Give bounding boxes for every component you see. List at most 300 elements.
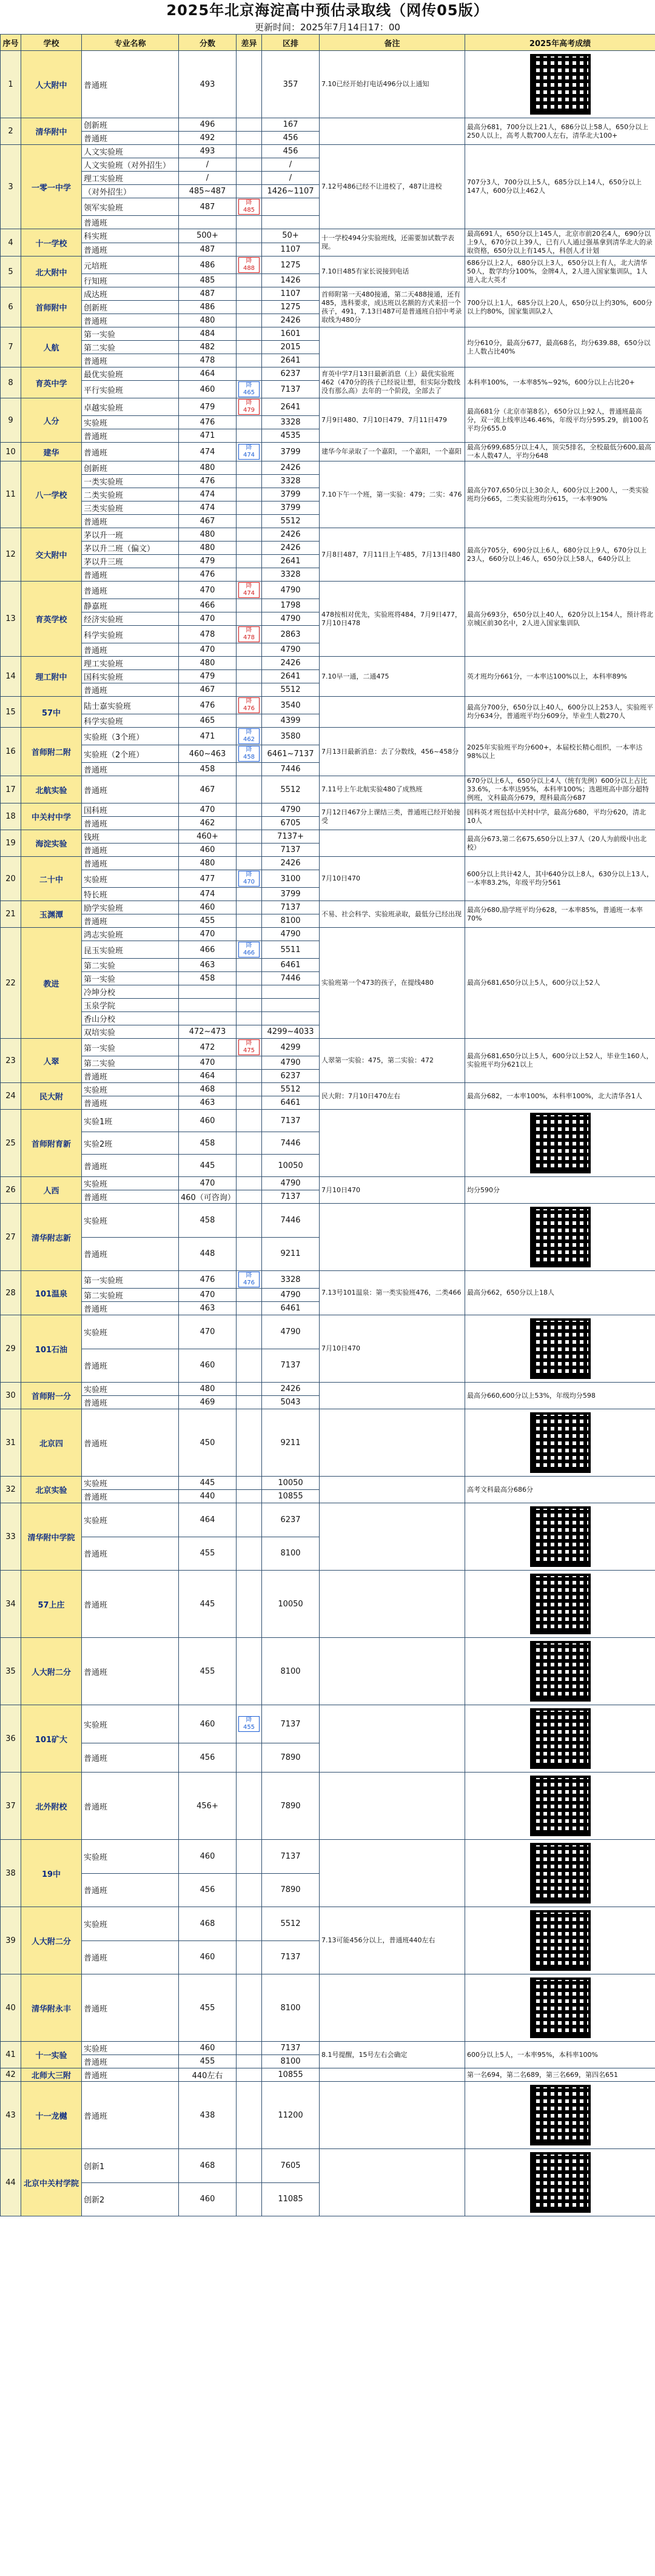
diff-cell [237, 341, 262, 354]
score-cell: / [179, 172, 237, 185]
note-cell [320, 1705, 465, 1773]
qr-code-icon [530, 1207, 591, 1267]
diff-cell [237, 599, 262, 612]
score-cell: 440 [179, 1490, 237, 1503]
major-name: 普通班 [82, 1490, 179, 1503]
school-name: 北京四 [21, 1409, 82, 1477]
rank-cell: 2426 [262, 461, 320, 475]
major-name: 实验班 [82, 1705, 179, 1743]
rank-cell: 9211 [262, 1409, 320, 1477]
major-name: 实验班 [82, 1315, 179, 1349]
major-name: 静嘉班 [82, 599, 179, 612]
diff-cell [237, 1490, 262, 1503]
school-name: 十一实验 [21, 2042, 82, 2068]
diff-badge: 降 474 [238, 582, 260, 598]
note-cell [320, 830, 465, 857]
major-name: 普通班 [82, 216, 179, 229]
major-name: 创新1 [82, 2149, 179, 2183]
major-name: 创新班 [82, 301, 179, 314]
diff-cell [237, 1070, 262, 1083]
result-cell: 最高分660,600分以上53%，年级均分598 [465, 1383, 655, 1409]
school-name: 首师附二附 [21, 728, 82, 776]
major-name: 普通班 [82, 314, 179, 327]
major-name: 普通班 [82, 2055, 179, 2068]
row-index: 3 [1, 145, 21, 229]
school-name: 育英学校 [21, 582, 82, 657]
note-cell: 7月8日487，7月11日上午485，7月13日480 [320, 528, 465, 582]
diff-cell [237, 2055, 262, 2068]
row-index: 30 [1, 1383, 21, 1409]
score-cell: 474 [179, 443, 237, 461]
diff-cell [237, 1477, 262, 1490]
note-cell: 实验班第一个473的孩子，在提线480 [320, 928, 465, 1039]
row-index: 43 [1, 2082, 21, 2149]
score-cell: 480 [179, 1383, 237, 1396]
score-cell: 460 [179, 2182, 237, 2216]
note-cell [320, 1409, 465, 1477]
school-name: 101石油 [21, 1315, 82, 1383]
rank-cell: 5512 [262, 515, 320, 528]
diff-cell [237, 1315, 262, 1349]
major-name: 励学实验班 [82, 901, 179, 914]
rank-cell: 456 [262, 145, 320, 158]
diff-cell [237, 528, 262, 542]
result-cell: 2025年实验班平均分600+，本届校长精心组织，一本率达98%以上 [465, 728, 655, 776]
diff-cell [237, 670, 262, 683]
qr-code-icon [530, 1708, 591, 1769]
major-name: 第二实验 [82, 959, 179, 972]
score-cell: 466 [179, 941, 237, 959]
col-result: 2025年高考成绩 [465, 35, 655, 51]
row-index: 32 [1, 1477, 21, 1503]
rank-cell: 1426~1107 [262, 185, 320, 198]
school-name: 十一龙樾 [21, 2082, 82, 2149]
diff-cell [237, 901, 262, 914]
score-cell: 460 [179, 381, 237, 398]
school-name: 理工附中 [21, 657, 82, 697]
table-row [1, 1204, 655, 1238]
major-name: 理工实验班 [82, 657, 179, 670]
diff-cell [237, 1110, 262, 1132]
major-name: 实验班（2个班） [82, 745, 179, 763]
rank-cell: 10050 [262, 1571, 320, 1638]
table-row [1, 901, 655, 914]
rank-cell: 7137 [262, 1190, 320, 1204]
score-cell: 456 [179, 1873, 237, 1907]
note-cell: 7.10早一通，二通475 [320, 657, 465, 697]
rank-cell: 2641 [262, 555, 320, 568]
result-cell [465, 1907, 655, 1974]
note-cell [320, 118, 465, 145]
row-index: 8 [1, 367, 21, 398]
diff-cell [237, 555, 262, 568]
score-cell: 460~463 [179, 745, 237, 763]
result-cell: 第一名694，第二名689，第三名669，第四名651 [465, 2068, 655, 2082]
table-row [1, 1409, 655, 1477]
score-cell: 440左右 [179, 2068, 237, 2082]
school-name: 人大附二分 [21, 1907, 82, 1974]
score-cell: 438 [179, 2082, 237, 2149]
diff-cell [237, 643, 262, 657]
diff-cell [237, 1537, 262, 1571]
rank-cell: 1107 [262, 287, 320, 301]
row-index: 41 [1, 2042, 21, 2068]
table-row [1, 257, 655, 274]
rank-cell: 4790 [262, 1177, 320, 1190]
major-name: 一类实验班 [82, 475, 179, 488]
diff-cell [237, 1132, 262, 1155]
col-diff: 差异 [237, 35, 262, 51]
rank-cell: 2641 [262, 398, 320, 416]
diff-cell [237, 1383, 262, 1396]
score-cell: 487 [179, 287, 237, 301]
score-cell: 458 [179, 1132, 237, 1155]
row-index: 1 [1, 51, 21, 118]
row-index: 18 [1, 803, 21, 830]
diff-badge: 降 462 [238, 728, 260, 744]
row-index: 40 [1, 1974, 21, 2042]
col-idx: 序号 [1, 35, 21, 51]
major-name: 第二实验班 [82, 1289, 179, 1302]
diff-cell [237, 1056, 262, 1070]
major-name: 科学实验班 [82, 714, 179, 728]
diff-cell [237, 959, 262, 972]
major-name: 昆玉实验班 [82, 941, 179, 959]
major-name: 实验1班 [82, 1110, 179, 1132]
major-name: 三类实验班 [82, 501, 179, 515]
school-name: 玉渊潭 [21, 901, 82, 928]
score-cell: 463 [179, 959, 237, 972]
score-cell: 455 [179, 1974, 237, 2042]
diff-cell [237, 488, 262, 501]
diff-cell [237, 1840, 262, 1874]
score-cell: 476 [179, 1271, 237, 1289]
table-row [1, 367, 655, 381]
note-cell: 不易、社会科学、实验班录取，最低分已经出现 [320, 901, 465, 928]
diff-cell [237, 1503, 262, 1537]
rank-cell: 3328 [262, 1271, 320, 1289]
col-major: 专业名称 [82, 35, 179, 51]
school-name: 101温泉 [21, 1271, 82, 1315]
score-cell: 480 [179, 314, 237, 327]
diff-cell [237, 1271, 262, 1289]
row-index: 9 [1, 398, 21, 443]
school-name: 北京实验 [21, 1477, 82, 1503]
note-cell [320, 2149, 465, 2216]
school-name: 101矿大 [21, 1705, 82, 1773]
school-name: 育英中学 [21, 367, 82, 398]
diff-cell [237, 172, 262, 185]
table-row [1, 1177, 655, 1190]
qr-code-icon [530, 1506, 591, 1567]
table-row [1, 657, 655, 670]
note-cell: 478按相对优先，实验班将484，7月9日477，7月10日478 [320, 582, 465, 657]
major-name: 第一实验班 [82, 1271, 179, 1289]
table-row [1, 1571, 655, 1638]
table-row [1, 118, 655, 132]
rank-cell: 2426 [262, 528, 320, 542]
major-name: 普通班 [82, 1743, 179, 1773]
major-name: 普通班 [82, 1537, 179, 1571]
major-name: 茅以升二班（偏文） [82, 542, 179, 555]
rank-cell: 4535 [262, 429, 320, 443]
diff-badge: 降 485 [238, 199, 260, 215]
diff-cell [237, 745, 262, 763]
diff-cell [237, 830, 262, 844]
score-cell: 455 [179, 1638, 237, 1705]
score-cell: 463 [179, 1096, 237, 1110]
note-cell [320, 1571, 465, 1638]
score-cell: 455 [179, 2055, 237, 2068]
diff-cell [237, 118, 262, 132]
diff-cell [237, 1940, 262, 1974]
major-name: 实验班 [82, 1204, 179, 1238]
school-name: 清华附中学院 [21, 1503, 82, 1571]
table-row [1, 1039, 655, 1056]
diff-cell [237, 1012, 262, 1025]
note-cell: 7.13可能456分以上，普通班440左右 [320, 1907, 465, 1974]
result-cell: 最高分681,650分以上5人，600分以上52人 [465, 928, 655, 1039]
diff-cell [237, 1289, 262, 1302]
major-name: 第一实验 [82, 972, 179, 985]
diff-cell [237, 999, 262, 1012]
row-index: 35 [1, 1638, 21, 1705]
result-cell: 最高691人，650分以上145人，北京市前20名4人，690分以上9人，670分以上39人，已有八人通过强基拿到清华北大的录取资格，650分以上有145人，科创人才计划 [465, 229, 655, 257]
rank-cell: 10855 [262, 1490, 320, 1503]
school-name: 八一学校 [21, 461, 82, 528]
result-cell: 最高分673,第二名675,650分以上37人（20人为前级中出北校） [465, 830, 655, 857]
note-cell: 首师附第一天480接通，第二天488接通，还有485，选科要求，成达班以名额的方式来招一个孩子，491，7.13日487可是普通班自招中考录取线为480分 [320, 287, 465, 327]
diff-badge: 降 476 [238, 697, 260, 713]
major-name: 普通班 [82, 582, 179, 599]
result-cell: 670分以上6人，650分以上4人（统有先例）600分以上占比33.6%，一本率达95%，本科率100%；选题班高中部分超特例班，文科最高分679，理科最高分687 [465, 776, 655, 803]
score-cell: 477 [179, 870, 237, 888]
major-name: 创新班 [82, 461, 179, 475]
rank-cell: 3799 [262, 888, 320, 901]
score-cell: 470 [179, 1056, 237, 1070]
note-cell: 民大附：7月10日470左右 [320, 1083, 465, 1110]
diff-cell [237, 626, 262, 643]
score-cell: 460 [179, 1110, 237, 1132]
result-cell: 600分以上5人，一本率95%，本科率100% [465, 2042, 655, 2068]
diff-cell [237, 728, 262, 745]
rank-cell: 3540 [262, 697, 320, 714]
rank-cell: 50+ [262, 229, 320, 243]
school-name: 清华附永丰 [21, 1974, 82, 2042]
diff-cell [237, 398, 262, 416]
result-cell: 最高分682，一本率100%，本科率100%，北大清华各1人 [465, 1083, 655, 1110]
diff-cell [237, 229, 262, 243]
row-index: 11 [1, 461, 21, 528]
note-cell: 7.13号101温泉：第一类实验班476，二类466 [320, 1271, 465, 1315]
school-name: 57中 [21, 697, 82, 728]
note-cell [320, 1503, 465, 1571]
score-cell: 467 [179, 683, 237, 697]
diff-cell [237, 1773, 262, 1840]
qr-code-icon [530, 1641, 591, 1702]
result-cell [465, 1204, 655, 1271]
major-name: 普通班 [82, 683, 179, 697]
school-name: 中关村中学 [21, 803, 82, 830]
note-cell: 人翠第一实验：475，第二实验：472 [320, 1039, 465, 1083]
table-row [1, 1974, 655, 2042]
rank-cell: 3328 [262, 416, 320, 429]
diff-cell [237, 145, 262, 158]
score-cell: 492 [179, 132, 237, 145]
school-name: 北大附中 [21, 257, 82, 287]
diff-cell [237, 857, 262, 870]
school-name: 人翠 [21, 1039, 82, 1083]
major-name: 普通班 [82, 132, 179, 145]
major-name: 普通班 [82, 643, 179, 657]
major-name: 普通班 [82, 914, 179, 928]
diff-cell [237, 870, 262, 888]
major-name: 普通班 [82, 515, 179, 528]
qr-code-icon [530, 54, 591, 115]
school-name: 人大附中 [21, 51, 82, 118]
score-cell: 474 [179, 888, 237, 901]
rank-cell: 7137 [262, 901, 320, 914]
rank-cell: 7446 [262, 972, 320, 985]
score-cell: 465 [179, 714, 237, 728]
result-cell: 最高分700分，650分以上40人，600分以上253人，实验班平均分634分，普通班平均分609分，毕业生人数270人 [465, 697, 655, 728]
diff-cell [237, 914, 262, 928]
major-name: 实验班 [82, 870, 179, 888]
school-name: 清华附志新 [21, 1204, 82, 1271]
diff-cell [237, 1155, 262, 1177]
result-cell: 最高分680,励学班平均分628，一本率85%，普通班一本率70% [465, 901, 655, 928]
diff-cell [237, 2082, 262, 2149]
major-name: 普通班 [82, 443, 179, 461]
rank-cell: 6461 [262, 1302, 320, 1315]
score-cell: 445 [179, 1477, 237, 1490]
major-name: 陆士嘉实验班 [82, 697, 179, 714]
major-name: 实验班 [82, 1383, 179, 1396]
rank-cell: 8100 [262, 1638, 320, 1705]
major-name: 行知班 [82, 274, 179, 287]
rank-cell: 6461 [262, 1096, 320, 1110]
diff-cell [237, 416, 262, 429]
note-cell: 7.10日485有家长说接到电话 [320, 257, 465, 287]
score-cell: / [179, 158, 237, 172]
row-index: 12 [1, 528, 21, 582]
row-index: 5 [1, 257, 21, 287]
diff-cell [237, 714, 262, 728]
major-name: 第一实验 [82, 1039, 179, 1056]
result-cell [465, 2082, 655, 2149]
major-name: 最优实验班 [82, 367, 179, 381]
note-cell: 十一学校494分实验班线，还需要加试数学表现。 [320, 229, 465, 257]
row-index: 14 [1, 657, 21, 697]
score-cell: 484 [179, 327, 237, 341]
score-cell: 480 [179, 542, 237, 555]
rank-cell: 3799 [262, 501, 320, 515]
diff-badge: 降 479 [238, 399, 260, 415]
row-index: 20 [1, 857, 21, 901]
table-row [1, 327, 655, 341]
score-cell: 462 [179, 817, 237, 830]
diff-cell [237, 501, 262, 515]
rank-cell: 1601 [262, 327, 320, 341]
row-index: 31 [1, 1409, 21, 1477]
result-cell: 最高分681，700分以上21人，686分以上58人，650分以上250人以上，高考人数700人左右，清华北大100+ [465, 118, 655, 145]
score-cell: 474 [179, 488, 237, 501]
result-cell: 最高分705分，690分以上6人，680分以上9人，670分以上23人，660分以上46人，650分以上58人，640分以上 [465, 528, 655, 582]
score-cell: 458 [179, 763, 237, 776]
note-cell [320, 2082, 465, 2149]
diff-cell [237, 185, 262, 198]
major-name: 普通班 [82, 1302, 179, 1315]
rank-cell: 7605 [262, 2149, 320, 2183]
note-cell [320, 1383, 465, 1409]
table-row [1, 1907, 655, 1941]
result-cell: 均分610分，最高分677，最高68名，均分639.88，650分以上人数占比40% [465, 327, 655, 367]
diff-cell [237, 1907, 262, 1941]
rank-cell: 3580 [262, 728, 320, 745]
score-cell: 460 [179, 2042, 237, 2055]
rank-cell: 8100 [262, 914, 320, 928]
diff-cell [237, 763, 262, 776]
qr-code-icon [530, 1113, 591, 1173]
table-row [1, 1705, 655, 1743]
rank-cell: 7890 [262, 1773, 320, 1840]
diff-cell [237, 697, 262, 714]
rank-cell: 7446 [262, 1204, 320, 1238]
major-name: 实验班 [82, 1503, 179, 1537]
diff-cell [237, 1096, 262, 1110]
rank-cell: 2426 [262, 1383, 320, 1396]
score-cell: 470 [179, 1177, 237, 1190]
score-cell: 460 [179, 1705, 237, 1743]
result-cell [465, 1315, 655, 1383]
diff-cell [237, 243, 262, 257]
diff-badge: 降 470 [238, 871, 260, 887]
row-index: 21 [1, 901, 21, 928]
rank-cell: 7890 [262, 1873, 320, 1907]
rank-cell: 4790 [262, 643, 320, 657]
diff-cell [237, 2068, 262, 2082]
major-name: 国科班 [82, 803, 179, 817]
diff-cell [237, 657, 262, 670]
score-cell: 458 [179, 1204, 237, 1238]
diff-cell [237, 1396, 262, 1409]
note-cell: 7月10日470 [320, 1315, 465, 1383]
major-name: 茅以升三班 [82, 555, 179, 568]
result-cell [465, 1840, 655, 1907]
qr-code-icon [530, 1574, 591, 1634]
diff-cell [237, 1349, 262, 1383]
major-name: 创新班 [82, 118, 179, 132]
major-name: 实验班 [82, 1177, 179, 1190]
result-cell: 707分3人，700分以上5人，685分以上14人，650分以上147人，600分以上462人 [465, 145, 655, 229]
major-name: 实验班（3个班） [82, 728, 179, 745]
diff-cell [237, 287, 262, 301]
major-name: 玉泉学院 [82, 999, 179, 1012]
qr-code-icon [530, 1318, 591, 1379]
score-cell [179, 216, 237, 229]
row-index: 10 [1, 443, 21, 461]
result-cell [465, 1638, 655, 1705]
table-row [1, 1083, 655, 1096]
major-name: 双培实验 [82, 1025, 179, 1039]
major-name: 普通班 [82, 354, 179, 367]
result-cell: 最高分693分，650分以上40人，620分以上154人，预计将北京城区前30名中，2人进入国家集训队 [465, 582, 655, 657]
diff-cell [237, 888, 262, 901]
score-cell: 450 [179, 1409, 237, 1477]
rank-cell: 2641 [262, 354, 320, 367]
rank-cell: 11085 [262, 2182, 320, 2216]
diff-cell [237, 1873, 262, 1907]
